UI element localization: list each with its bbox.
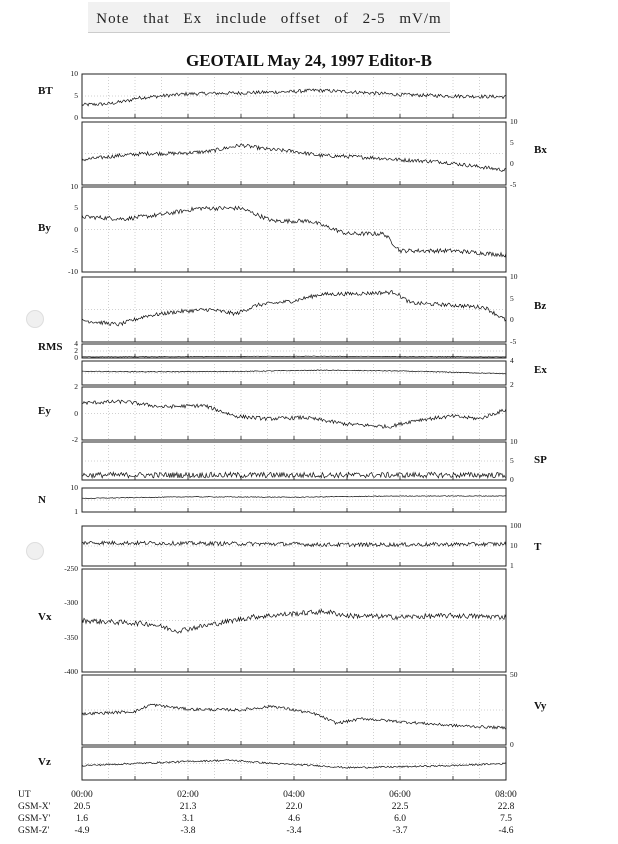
footer-value: 21.3 [179,802,197,812]
footer-value: 22.5 [391,802,409,812]
y-tick-label: -5 [71,245,78,255]
y-tick-label: -250 [64,564,78,573]
y-tick-label: 1 [510,561,514,570]
series-line-vz [82,760,506,769]
y-tick-label: 10 [70,182,78,191]
y-tick-label: 10 [510,541,518,550]
y-tick-label: 0 [74,353,78,362]
footer-label: UT [18,790,31,800]
footer-value: 04:00 [283,790,305,800]
footer-value: 00:00 [71,790,93,800]
series-line-vy [82,704,506,729]
panel-label-t: T [534,541,542,553]
panel-label-sp: SP [534,454,547,466]
y-tick-label: 1 [74,507,78,516]
footer-value: 1.6 [76,814,88,824]
y-tick-label: 0 [510,740,514,749]
y-tick-label: 2 [74,346,78,355]
y-tick-label: 10 [510,117,518,126]
y-tick-label: 50 [510,670,518,679]
y-tick-label: 0 [74,224,78,234]
y-tick-label: -2 [71,435,78,444]
footer-value: 22.0 [285,802,303,812]
panel-label-bt: BT [38,85,53,97]
footer-value: 02:00 [177,790,199,800]
y-tick-label: 100 [510,521,522,530]
footer-label: GSM-Z' [18,826,50,836]
panel-label-ex: Ex [534,364,547,376]
y-tick-label: 5 [510,293,514,303]
footer-value: -4.6 [498,826,514,836]
panel-label-by: By [38,222,51,234]
y-tick-label: -5 [510,337,517,346]
y-tick-label: 4 [74,339,78,348]
footer-value: 6.0 [394,814,406,824]
y-tick-label: 0 [74,408,78,418]
footer-label: GSM-X' [18,802,51,812]
footer-value: 06:00 [389,790,411,800]
y-tick-label: -400 [64,667,78,676]
footer-label: GSM-Y' [18,814,51,824]
y-tick-label: 10 [70,483,78,492]
y-tick-label: 5 [74,91,78,100]
y-tick-label: 10 [70,69,78,78]
series-line-by [82,206,506,257]
y-tick-label: 0 [74,113,78,122]
panel-label-vy: Vy [534,700,547,712]
series-line-bt [82,89,506,106]
y-tick-label: -300 [64,598,78,608]
y-tick-label: 2 [510,380,514,389]
y-tick-label: 4 [510,356,514,365]
panel-label-bx: Bx [534,144,547,156]
y-tick-label: 0 [510,475,514,484]
footer-value: 20.5 [73,802,91,812]
offset-note: Note that Ex include offset of 2-5 mV/m [88,2,450,33]
panel-label-vz: Vz [38,756,51,768]
series-line-t [82,541,506,547]
y-tick-label: 10 [510,272,518,281]
y-tick-label: -10 [68,267,78,276]
panel-label-n: N [38,494,46,506]
y-tick-label: 5 [510,138,514,147]
panel-label-ey: Ey [38,405,51,417]
chart-title: GEOTAIL May 24, 1997 Editor-B [185,51,433,70]
y-tick-label: 0 [510,315,514,325]
y-tick-label: -5 [510,180,517,189]
footer-value: 4.6 [288,814,300,824]
footer-value: -4.9 [74,826,90,836]
footer-value: 22.8 [497,802,515,812]
y-tick-label: 0 [510,159,514,168]
panel-label-vx: Vx [38,611,52,623]
footer-value: 08:00 [495,790,517,800]
panel-label-rms: RMS [38,341,63,353]
footer-value: 3.1 [182,814,194,824]
y-tick-label: 5 [510,456,514,465]
footer-value: 7.5 [500,814,512,824]
footer-value: -3.7 [392,826,408,836]
series-line-n [82,496,506,499]
footer-value: -3.4 [286,826,302,836]
y-tick-label: 10 [510,437,518,446]
y-tick-label: 5 [74,203,78,213]
panel-label-bz: Bz [534,300,547,312]
y-tick-label: 2 [74,382,78,391]
y-tick-label: -350 [64,632,78,642]
footer-value: -3.8 [180,826,196,836]
